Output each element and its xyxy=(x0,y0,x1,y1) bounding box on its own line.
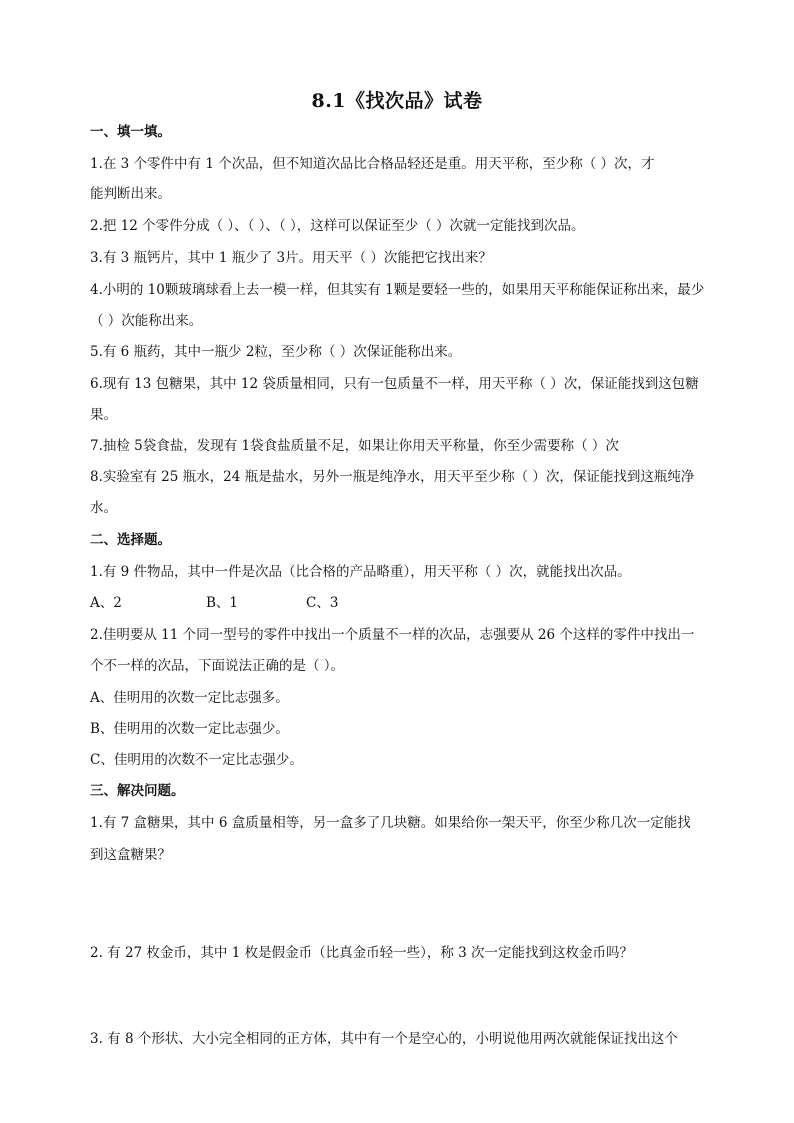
section-heading-fill-in: 一、填一填。 xyxy=(90,124,171,140)
question-2-2-line-1: 2.佳明要从 11 个同一型号的零件中找出一个质量不一样的次品，志强要从 26 个这样的零件中找出一 xyxy=(90,627,695,643)
question-2-1: 1.有 9 件物品，其中一件是次品（比合格的产品略重），用天平称（ ）次，就能找出次品。 xyxy=(90,564,631,580)
option-b: B、1 xyxy=(206,595,239,611)
section-heading-problem-solving: 三、解决问题。 xyxy=(90,783,185,799)
question-1-3: 3.有 3 瓶钙片，其中 1 瓶少了 3片。用天平（ ）次能把它找出来？ xyxy=(90,250,492,266)
question-2-2-option-b: B、佳明用的次数一定比志强少。 xyxy=(90,721,289,737)
question-1-8-line-2: 水。 xyxy=(90,500,117,516)
question-2-2-option-c: C、佳明用的次数不一定比志强少。 xyxy=(90,752,303,768)
question-3-1-line-2: 到这盒糖果？ xyxy=(90,847,171,863)
question-2-1-options xyxy=(90,593,720,613)
question-2-2-option-a: A、佳明用的次数一定比志强多。 xyxy=(90,690,289,706)
question-2-2-line-2: 个不一样的次品，下面说法正确的是（ ）。 xyxy=(90,658,345,674)
question-1-6-line-2: 果。 xyxy=(90,407,117,423)
question-1-1-line-1: 1.在 3 个零件中有 1 个次品，但不知道次品比合格品轻还是重。用天平称，至少称（ ）次，才 xyxy=(90,156,655,172)
question-1-7: 7.抽检 5袋食盐，发现有 1袋食盐质量不足，如果让你用天平称量，你至少需要称（ ）次 xyxy=(90,438,619,454)
question-1-8-line-1: 8.实验室有 25 瓶水，24 瓶是盐水，另外一瓶是纯净水，用天平至少称（ ）次，保证能找到这瓶纯净 xyxy=(90,469,695,485)
option-c: C、3 xyxy=(306,595,339,611)
question-3-2: 2. 有 27 枚金币，其中 1 枚是假金币（比真金币轻一些），称 3 次一定能找到这枚金币吗？ xyxy=(90,945,634,961)
section-heading-multiple-choice: 二、选择题。 xyxy=(90,532,171,548)
question-1-1-line-2: 能判断出来。 xyxy=(90,186,171,202)
question-1-6-line-1: 6.现有 13 包糖果，其中 12 袋质量相同，只有一包质量不一样，用天平称（ ）次，保证能找到这包糖 xyxy=(90,376,699,392)
page-title: 8.1《找次品》试卷 xyxy=(311,90,483,112)
question-3-1-line-1: 1.有 7 盒糖果，其中 6 盒质量相等，另一盒多了几块糖。如果给你一架天平，你至少称几次一定能找 xyxy=(90,815,691,831)
question-1-4-line-2: （ ）次能称出来。 xyxy=(90,313,203,329)
question-1-2: 2.把 12 个零件分成（ ）、（ ）、（ ），这样可以保证至少（ ）次就一定能找到次品。 xyxy=(90,218,585,234)
question-1-5: 5.有 6 瓶药，其中一瓶少 2粒，至少称（ ）次保证能称出来。 xyxy=(90,344,462,360)
question-1-4-line-1: 4.小明的 10颗玻璃球看上去一模一样，但其实有 1颗是要轻一些的，如果用天平称能保证称出来，最少 xyxy=(90,282,705,298)
option-a: A、2 xyxy=(90,595,122,611)
question-3-3: 3. 有 8 个形状、大小完全相同的正方体，其中有一个是空心的，小明说他用两次就能保证找出这个 xyxy=(90,1031,678,1047)
